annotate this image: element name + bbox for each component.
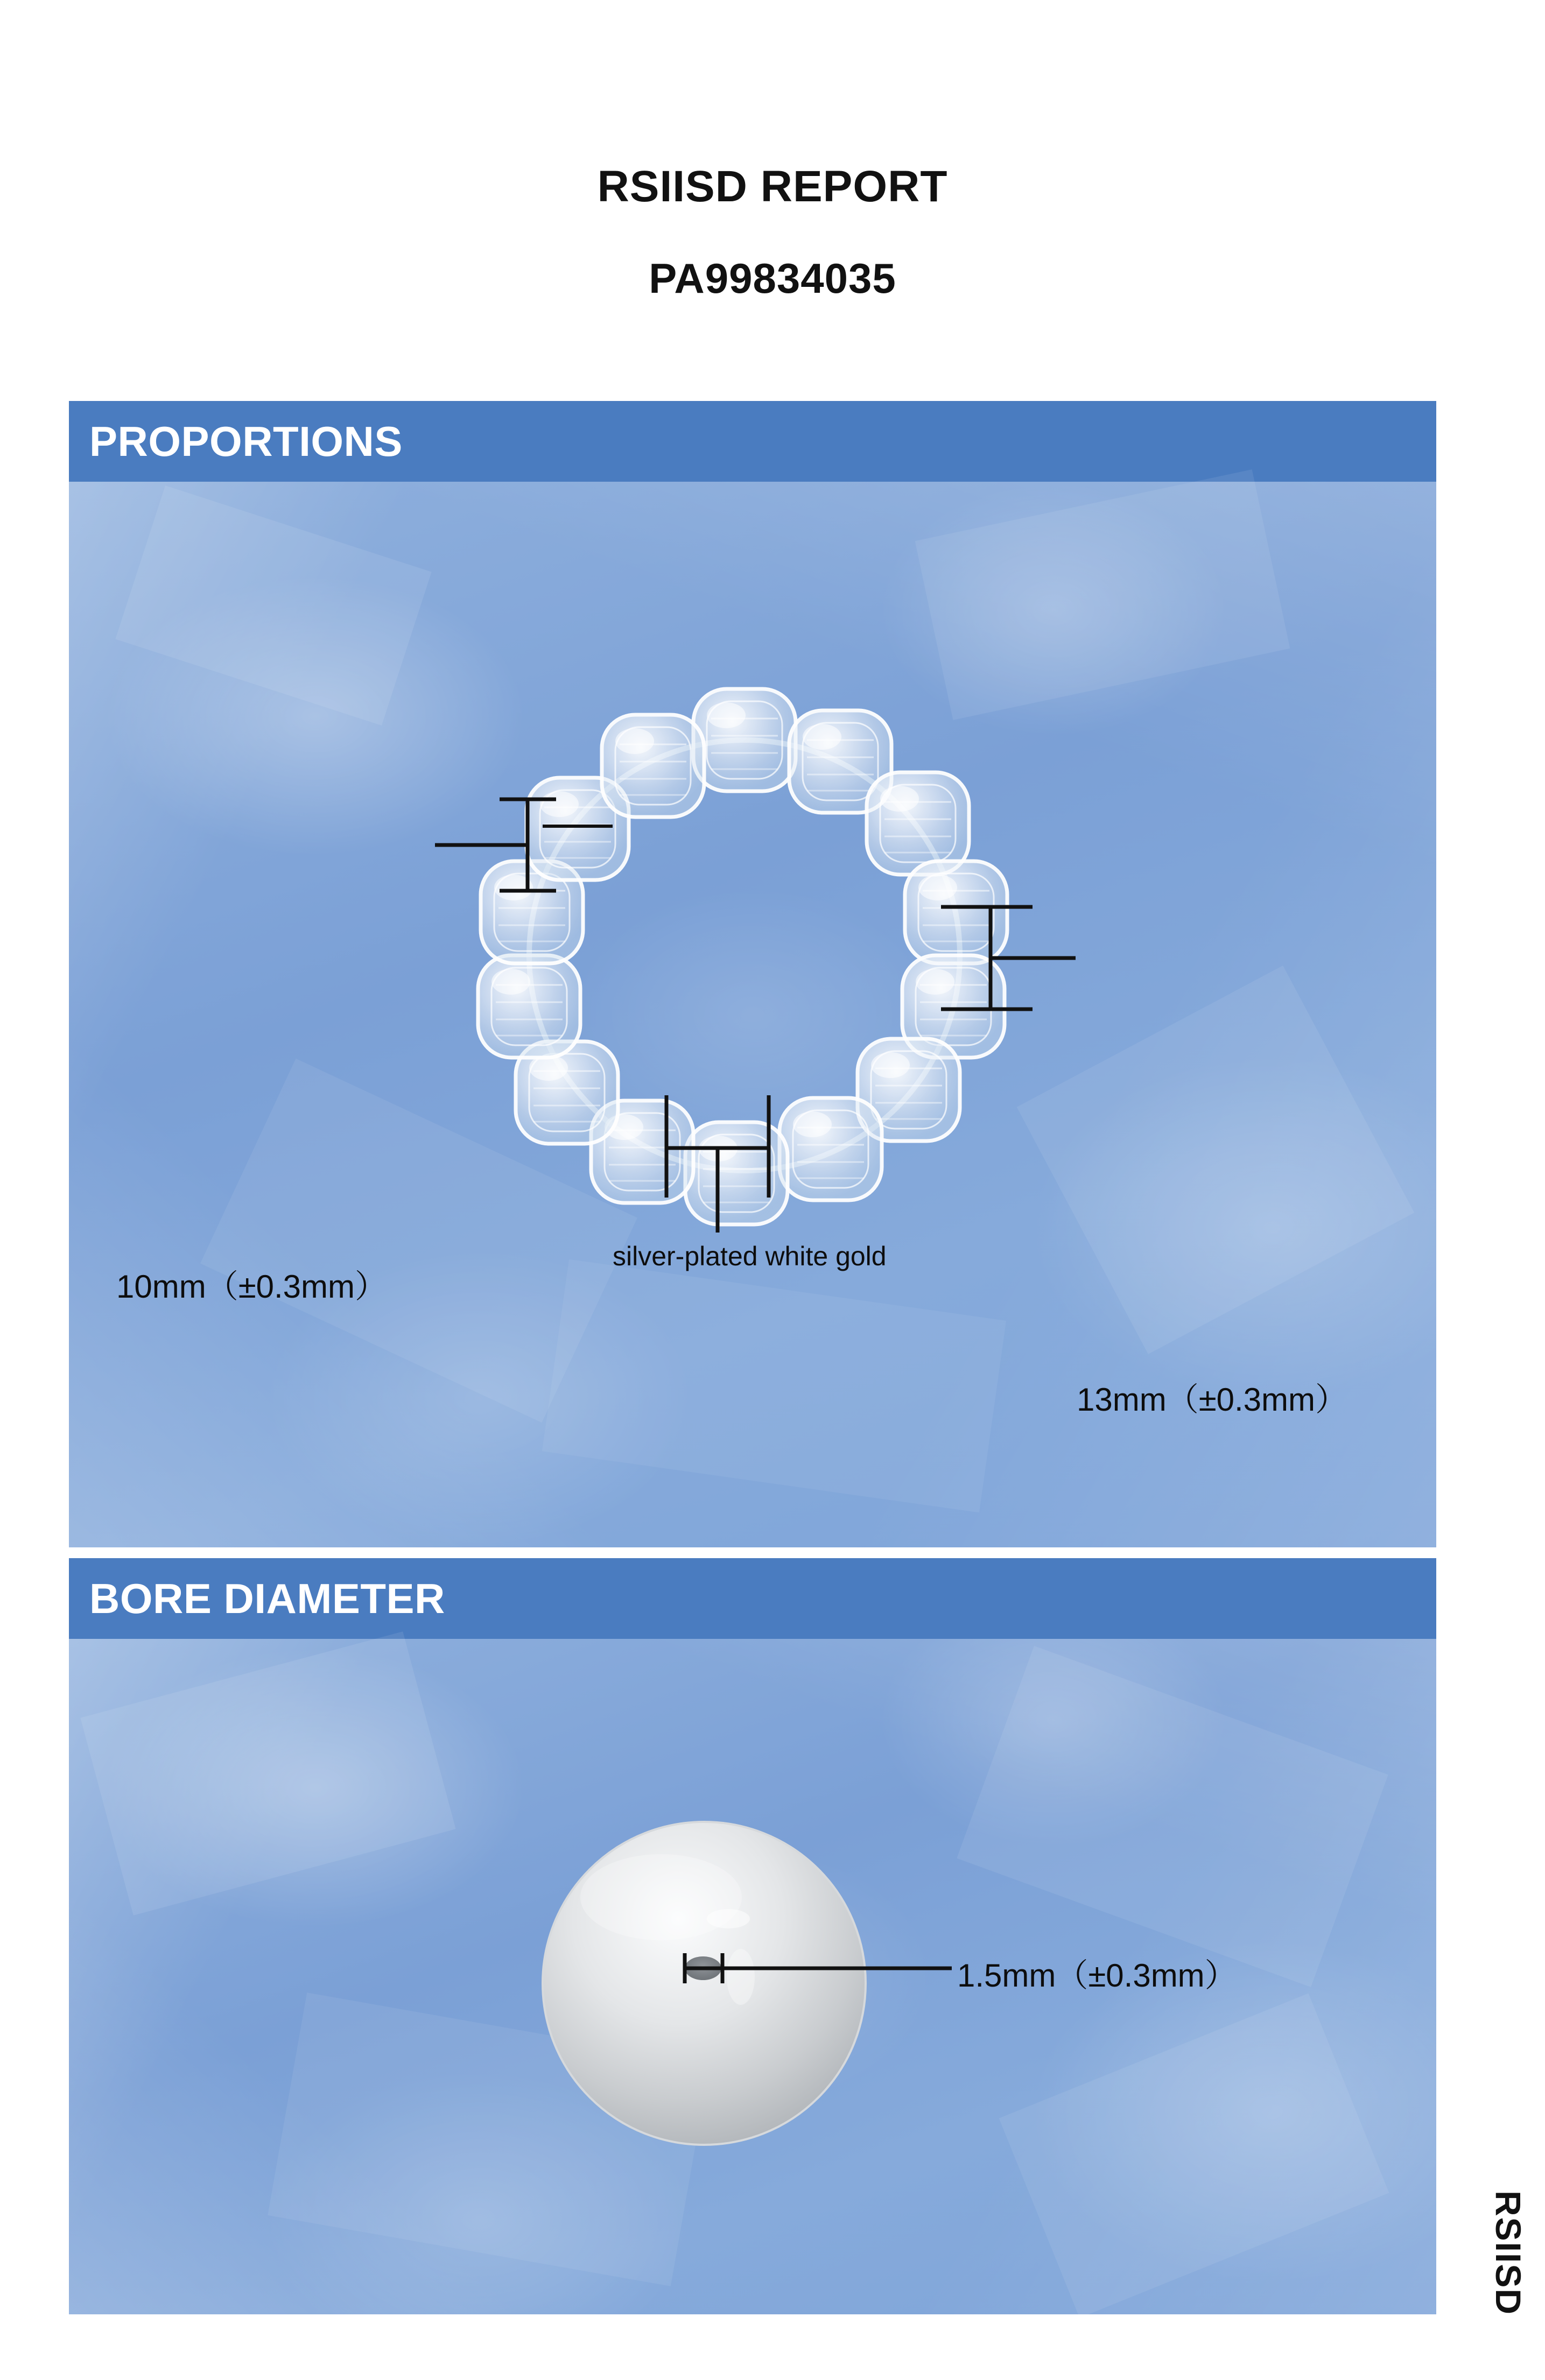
bore-title: BORE DIAMETER xyxy=(89,1575,445,1622)
report-number: PA99834035 xyxy=(649,255,896,302)
material-callout-label: silver-plated white gold xyxy=(613,1241,887,1271)
proportions-panel xyxy=(69,401,1436,1547)
bore-measurement-label: 1.5mm（±0.3mm） xyxy=(957,1957,1237,1994)
measurement-label-left: 10mm（±0.3mm） xyxy=(116,1269,387,1305)
side-watermark-text: RSIISD xyxy=(1488,2190,1528,2315)
report-header xyxy=(0,161,1545,303)
bore-diameter-panel xyxy=(69,1558,1436,2314)
page-title: RSIISD REPORT xyxy=(597,162,948,211)
proportions-title: PROPORTIONS xyxy=(89,418,403,465)
proportions-title-bar xyxy=(69,401,1436,482)
proportions-panel-body xyxy=(69,482,1436,1547)
bore-panel-body xyxy=(69,1639,1436,2314)
bore-title-bar xyxy=(69,1558,1436,1639)
measurement-label-right: 13mm（±0.3mm） xyxy=(1077,1382,1347,1418)
